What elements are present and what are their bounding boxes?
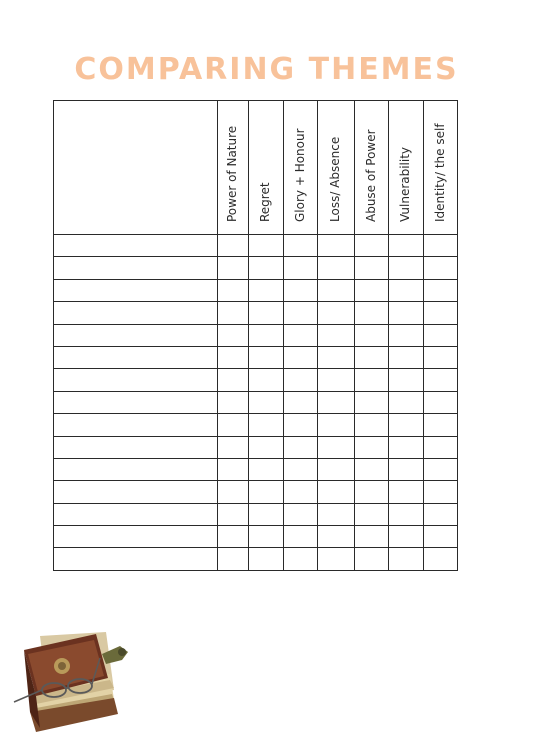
theme-cell[interactable] [249, 458, 284, 480]
column-header-label: Abuse of Power [363, 129, 378, 222]
theme-cell[interactable] [355, 302, 389, 324]
theme-cell[interactable] [318, 548, 355, 571]
theme-cell[interactable] [318, 235, 355, 257]
theme-cell[interactable] [218, 458, 249, 480]
theme-cell[interactable] [249, 324, 284, 346]
row-label-cell[interactable] [54, 346, 218, 368]
theme-cell[interactable] [424, 436, 458, 458]
column-header-label: Power of Nature [225, 125, 239, 222]
column-header-label: Regret [258, 182, 272, 222]
table-row [54, 324, 458, 346]
theme-cell[interactable] [424, 324, 458, 346]
table-row [54, 235, 458, 257]
page-title: COMPARING THEMES [74, 52, 459, 87]
theme-cell[interactable] [389, 503, 424, 525]
column-header-label: Glory + Honour [292, 128, 307, 222]
table-row [54, 414, 458, 436]
theme-cell[interactable] [218, 481, 249, 503]
theme-cell[interactable] [389, 302, 424, 324]
theme-cell[interactable] [355, 414, 389, 436]
row-label-header [54, 101, 218, 235]
theme-cell[interactable] [218, 391, 249, 413]
table-body [54, 235, 458, 571]
theme-cell[interactable] [355, 436, 389, 458]
theme-cell[interactable] [284, 458, 318, 480]
table-row [54, 481, 458, 503]
theme-cell[interactable] [249, 503, 284, 525]
theme-cell[interactable] [249, 235, 284, 257]
row-label-cell[interactable] [54, 324, 218, 346]
table-row [54, 279, 458, 301]
theme-cell[interactable] [355, 391, 389, 413]
theme-cell[interactable] [318, 302, 355, 324]
theme-cell[interactable] [218, 526, 249, 548]
row-label-cell[interactable] [54, 526, 218, 548]
column-header-label: Vulnerability [398, 146, 412, 222]
theme-cell[interactable] [318, 503, 355, 525]
theme-cell[interactable] [249, 257, 284, 279]
theme-cell[interactable] [218, 548, 249, 571]
theme-cell[interactable] [355, 548, 389, 571]
theme-cell[interactable] [284, 369, 318, 391]
row-label-cell[interactable] [54, 414, 218, 436]
theme-cell[interactable] [249, 436, 284, 458]
header-row [54, 101, 458, 235]
theme-cell[interactable] [318, 369, 355, 391]
row-label-cell[interactable] [54, 458, 218, 480]
theme-cell[interactable] [355, 481, 389, 503]
theme-cell[interactable] [318, 257, 355, 279]
theme-cell[interactable] [389, 346, 424, 368]
theme-cell[interactable] [284, 324, 318, 346]
column-header-1 [249, 101, 284, 235]
theme-cell[interactable] [249, 391, 284, 413]
row-label-cell[interactable] [54, 548, 218, 571]
table-row [54, 548, 458, 571]
theme-cell[interactable] [318, 391, 355, 413]
column-header-label: Identity/ the self [432, 123, 447, 222]
theme-cell[interactable] [284, 257, 318, 279]
theme-cell[interactable] [389, 548, 424, 571]
table-row [54, 391, 458, 413]
theme-cell[interactable] [389, 526, 424, 548]
theme-cell[interactable] [284, 436, 318, 458]
theme-cell[interactable] [318, 414, 355, 436]
table-row [54, 257, 458, 279]
theme-cell[interactable] [389, 369, 424, 391]
theme-cell[interactable] [424, 481, 458, 503]
theme-cell[interactable] [355, 458, 389, 480]
theme-cell[interactable] [284, 391, 318, 413]
theme-cell[interactable] [424, 548, 458, 571]
theme-cell[interactable] [284, 548, 318, 571]
theme-cell[interactable] [318, 346, 355, 368]
theme-cell[interactable] [284, 279, 318, 301]
theme-cell[interactable] [389, 458, 424, 480]
table-row [54, 346, 458, 368]
row-label-cell[interactable] [54, 503, 218, 525]
theme-cell[interactable] [424, 391, 458, 413]
theme-cell[interactable] [355, 235, 389, 257]
theme-cell[interactable] [218, 257, 249, 279]
theme-cell[interactable] [355, 279, 389, 301]
theme-cell[interactable] [355, 257, 389, 279]
row-label-cell[interactable] [54, 257, 218, 279]
theme-cell[interactable] [284, 302, 318, 324]
theme-cell[interactable] [389, 279, 424, 301]
theme-cell[interactable] [424, 414, 458, 436]
theme-cell[interactable] [249, 346, 284, 368]
table-row [54, 369, 458, 391]
row-label-cell[interactable] [54, 369, 218, 391]
theme-cell[interactable] [424, 279, 458, 301]
table-row [54, 458, 458, 480]
row-label-cell[interactable] [54, 302, 218, 324]
row-label-cell[interactable] [54, 391, 218, 413]
theme-cell[interactable] [284, 481, 318, 503]
themes-table [53, 100, 458, 571]
theme-cell[interactable] [284, 414, 318, 436]
old-book-with-glasses-icon [10, 628, 132, 740]
theme-cell[interactable] [355, 526, 389, 548]
column-header-0 [218, 101, 249, 235]
theme-cell[interactable] [318, 436, 355, 458]
theme-cell[interactable] [424, 302, 458, 324]
theme-cell[interactable] [249, 279, 284, 301]
theme-cell[interactable] [318, 458, 355, 480]
theme-cell[interactable] [424, 369, 458, 391]
column-header-4 [355, 101, 389, 235]
theme-cell[interactable] [218, 279, 249, 301]
column-header-6 [424, 101, 458, 235]
theme-cell[interactable] [424, 235, 458, 257]
theme-cell[interactable] [218, 369, 249, 391]
table-row [54, 436, 458, 458]
theme-cell[interactable] [249, 302, 284, 324]
theme-cell[interactable] [355, 503, 389, 525]
theme-cell[interactable] [249, 414, 284, 436]
theme-cell[interactable] [424, 503, 458, 525]
theme-cell[interactable] [318, 526, 355, 548]
theme-cell[interactable] [218, 235, 249, 257]
row-label-cell[interactable] [54, 235, 218, 257]
theme-cell[interactable] [318, 481, 355, 503]
theme-cell[interactable] [389, 235, 424, 257]
theme-cell[interactable] [249, 369, 284, 391]
theme-cell[interactable] [218, 324, 249, 346]
theme-cell[interactable] [389, 391, 424, 413]
theme-cell[interactable] [249, 548, 284, 571]
theme-cell[interactable] [284, 346, 318, 368]
table-row [54, 302, 458, 324]
row-label-cell[interactable] [54, 436, 218, 458]
theme-cell[interactable] [284, 503, 318, 525]
table-row [54, 526, 458, 548]
column-header-2 [284, 101, 318, 235]
theme-cell[interactable] [218, 414, 249, 436]
theme-cell[interactable] [218, 503, 249, 525]
theme-cell[interactable] [218, 436, 249, 458]
theme-cell[interactable] [424, 458, 458, 480]
theme-cell[interactable] [249, 481, 284, 503]
theme-cell[interactable] [389, 324, 424, 346]
theme-cell[interactable] [355, 324, 389, 346]
table-row [54, 503, 458, 525]
theme-cell[interactable] [355, 369, 389, 391]
theme-cell[interactable] [389, 257, 424, 279]
theme-cell[interactable] [389, 436, 424, 458]
theme-cell[interactable] [218, 302, 249, 324]
column-header-3 [318, 101, 355, 235]
column-header-5 [389, 101, 424, 235]
theme-cell[interactable] [389, 481, 424, 503]
theme-cell[interactable] [355, 346, 389, 368]
theme-cell[interactable] [284, 526, 318, 548]
theme-cell[interactable] [424, 257, 458, 279]
row-label-cell[interactable] [54, 481, 218, 503]
theme-cell[interactable] [318, 279, 355, 301]
theme-cell[interactable] [424, 346, 458, 368]
column-header-label: Loss/ Absence [328, 136, 342, 222]
row-label-cell[interactable] [54, 279, 218, 301]
theme-cell[interactable] [318, 324, 355, 346]
theme-cell[interactable] [424, 526, 458, 548]
theme-cell[interactable] [249, 526, 284, 548]
theme-cell[interactable] [389, 414, 424, 436]
theme-cell[interactable] [218, 346, 249, 368]
theme-cell[interactable] [284, 235, 318, 257]
